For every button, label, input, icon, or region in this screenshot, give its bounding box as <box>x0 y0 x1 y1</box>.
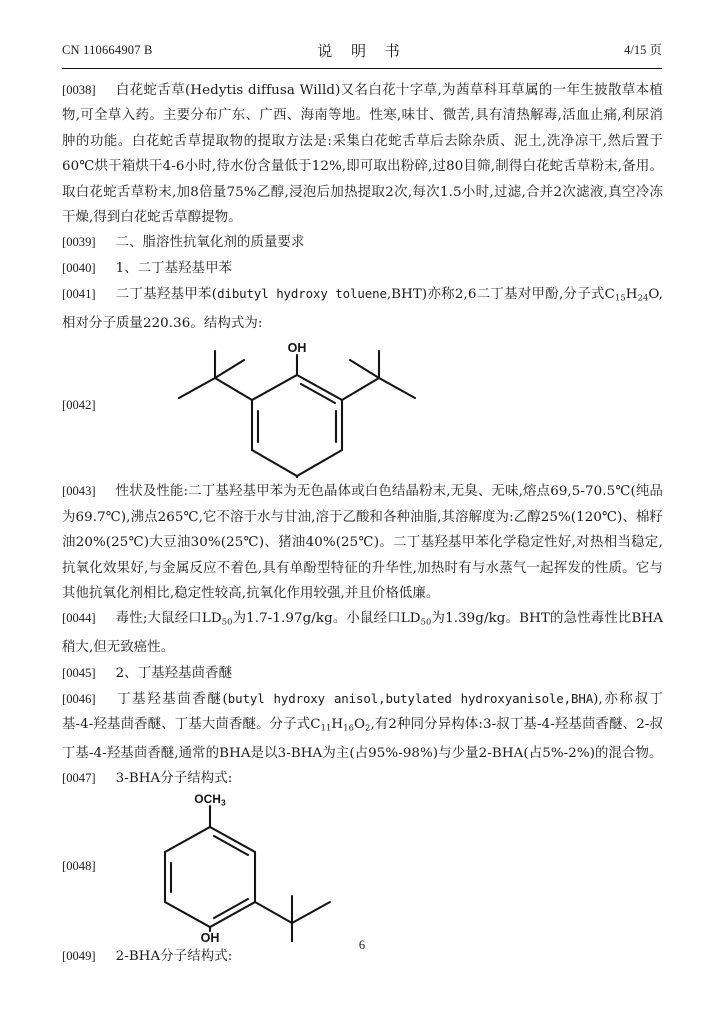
page-header <box>62 40 662 64</box>
formula-0046-h: H <box>331 717 344 733</box>
formula-0041-c: C <box>604 287 616 303</box>
formula-0046-c-count: 11 <box>320 722 332 733</box>
paragraph-0045 <box>62 661 663 686</box>
figure-block-0042 <box>62 336 663 479</box>
bha3-methoxy-label-main: OCH <box>194 791 221 806</box>
paragraph-0041 <box>62 281 663 336</box>
paragraph-text-0039: 二、脂溶性抗氧化剂的质量要求 <box>115 235 305 251</box>
formula-0041-tail: O,相对分子质量220.36。结构式为: <box>62 287 663 331</box>
formula-0041-h: H <box>625 287 638 303</box>
paragraph-number-0041: [0041] <box>62 287 96 302</box>
formula-0046-h-count: 16 <box>343 722 354 733</box>
footer-page-number: 6 <box>358 938 366 952</box>
ld50-subscript-rat: 50 <box>221 616 233 627</box>
paragraph-text-0046-post: ),亦称叔丁基-4-羟基茴香醚、丁基大茴香醚。分子式 <box>62 691 663 733</box>
formula-0046-o: O <box>353 717 366 733</box>
paragraph-number-0049: [0049] <box>62 948 96 963</box>
paragraph-0040 <box>62 256 663 281</box>
header-divider <box>62 68 662 69</box>
formula-0041-c-count: 15 <box>615 292 626 303</box>
document-title: 说 明 书 <box>317 42 407 60</box>
paragraph-text-0044-p2: 为1.7-1.97g/kg。小鼠经口LD <box>232 611 421 627</box>
bha3-methoxy-label <box>194 792 226 808</box>
paragraph-number-0038: [0038] <box>62 83 96 97</box>
paragraph-number-0046: [0046] <box>62 691 96 706</box>
paragraph-text-0045: 2、丁基羟基茴香醚 <box>115 665 233 681</box>
paragraph-0041-english-name: dibutyl hydroxy toluene <box>217 286 387 302</box>
paragraph-text-0044-p3: 为1.39g/kg。BHT的急性毒性比BHA稍大,但无致癌性。 <box>62 611 663 656</box>
formula-0046-c: C <box>310 717 321 733</box>
paragraph-0043 <box>62 479 663 606</box>
bht-structure <box>152 338 442 478</box>
formula-0046-o-count: 2 <box>365 722 371 733</box>
paragraph-0044 <box>62 606 663 660</box>
paragraph-number-0044: [0044] <box>62 611 96 626</box>
bha3-methoxy-label-sub: 3 <box>220 797 226 808</box>
paragraph-0047 <box>62 766 663 791</box>
paragraph-text-0049: 2-BHA分子结构式: <box>115 948 233 964</box>
paragraph-number-0040: [0040] <box>62 260 96 275</box>
paragraph-text-0043: 性状及性能:二丁基羟基甲苯为无色晶体或白色结晶粉末,无臭、无味,熔点69,5-70.5℃(纯品为69.7℃),沸点265℃,它不溶于水与甘油,溶于乙酸和各种油脂,其溶解度为:乙醇25%(120℃)、棉籽油20%(25℃)大豆油30%(25℃)、猪油40%(25℃)。二丁基羟基甲苯化学稳定性好,对热相当稳定,抗氧化效果好,与金属反应不着色,具有单酚型特征的升华性,加热时有与水蒸气一起挥发的性质。它与其他抗氧化剂相比,稳定性较高,抗氧化作用较强,并且价格低廉。 <box>62 484 663 601</box>
paragraph-number-0048: [0048] <box>62 858 96 873</box>
patent-number: CN 110664907 B <box>62 43 153 57</box>
formula-0041-h-count: 24 <box>637 292 649 303</box>
paragraph-text-0046-pre: 丁基羟基茴香醚( <box>115 691 228 707</box>
paragraph-text-0041-post: ,BHT)亦称2,6二丁基对甲酚,分子式 <box>386 287 605 303</box>
paragraph-text-0044-p1: 毒性;大鼠经口LD <box>115 611 222 627</box>
formula-0046-tail: ,有2种同分异构体:3-叔丁基-4-羟基茴香醚、2-叔丁基-4-羟基茴香醚,通常的BHA是以3-BHA为主(占95%-98%)与少量2-BHA(占5%-2%)的混合物。 <box>62 717 663 762</box>
bht-hydroxyl-label: OH <box>287 341 307 356</box>
page-indicator: 4/15 页 <box>624 43 662 57</box>
paragraph-number-0047: [0047] <box>62 771 96 786</box>
paragraph-text-0041-pre: 二丁基羟基甲苯( <box>115 287 218 303</box>
document-body <box>62 78 663 969</box>
figure-block-0048 <box>62 792 663 944</box>
paragraph-0046-english-name: butyl hydroxy anisol,butylated hydroxyanisole,BHA <box>227 690 594 706</box>
paragraph-text-0047: 3-BHA分子结构式: <box>115 771 233 787</box>
paragraph-number-0039: [0039] <box>62 235 96 250</box>
ld50-subscript-mouse: 50 <box>420 616 432 627</box>
paragraph-number-0045: [0045] <box>62 665 96 680</box>
bha3-hydroxyl-label: OH <box>200 930 220 942</box>
paragraph-number-0042: [0042] <box>62 398 96 413</box>
paragraph-0039 <box>62 230 663 255</box>
paragraph-0046 <box>62 686 663 767</box>
bha3-structure <box>140 792 390 942</box>
paragraph-number-0043: [0043] <box>62 484 96 499</box>
paragraph-text-0038: 白花蛇舌草(Hedytis diffusa Willd)又名白花十字草,为茜草科耳草属的一年生披散草本植物,可全草入药。主要分布广东、广西、海南等地。性寒,味甘、微苦,具有清热解毒,活血止痛,利尿消肿的功能。白花蛇舌草提取物的提取方法是:采集白花蛇舌草后去除杂质、泥土,洗净凉干,然后置于60℃烘干箱烘干4-6小时,待水份含量低于12%,即可取出粉碎,过80目筛,制得白花蛇舌草粉末,备用。取白花蛇舌草粉末,加8倍量75%乙醇,浸泡后加热提取2次,每次1.5小时,过滤,合并2次滤液,真空冷冻干燥,得到白花蛇舌草醇提物。 <box>62 83 663 226</box>
paragraph-0038 <box>62 78 663 230</box>
paragraph-text-0040: 1、二丁基羟基甲苯 <box>115 260 233 276</box>
